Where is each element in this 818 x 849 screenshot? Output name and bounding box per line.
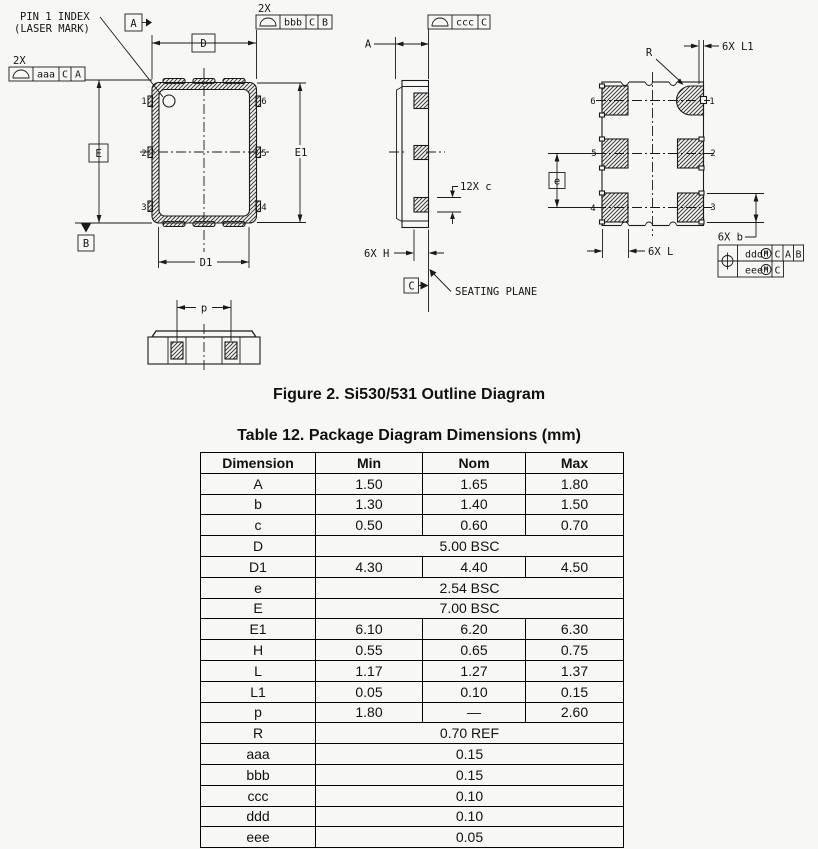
dimensions-table-body [201, 473, 624, 847]
profile-symbol-icon [432, 18, 448, 26]
table-row [201, 702, 624, 723]
dim-label: D [200, 38, 207, 50]
cell-value: 0.65 [423, 640, 526, 661]
pin-number: 3 [710, 203, 716, 213]
dim-label: e [553, 175, 561, 188]
cell-value: D [201, 536, 316, 557]
fcf-datum-ref: C [480, 17, 488, 29]
fcf-datum-ref: B [795, 249, 802, 261]
datum-a [125, 14, 152, 31]
cell-value: 0.70 [526, 515, 624, 536]
cell-value: 1.65 [423, 473, 526, 494]
pin-number: 5 [261, 149, 267, 159]
table-row [201, 785, 624, 806]
dim-label: R [645, 47, 653, 59]
pin1-index-label: PIN 1 INDEX [20, 11, 90, 23]
cell-value: 1.50 [526, 494, 624, 515]
cell-value: e [201, 577, 316, 598]
laser-mark-label: (LASER MARK) [14, 23, 90, 35]
cell-span-value: 0.10 [316, 806, 624, 827]
fcf-datum-ref: C [774, 265, 781, 277]
dim-c [437, 181, 492, 224]
dim-r [646, 47, 684, 85]
fcf-datum-ref: A [74, 69, 82, 81]
pin-number: 3 [141, 203, 147, 213]
profile-symbol-icon [13, 70, 29, 78]
cell-value: 2.60 [526, 702, 624, 723]
top-view [9, 3, 332, 269]
cell-value: eee [201, 827, 316, 848]
side-view [364, 15, 537, 312]
table-row [201, 536, 624, 557]
pin-number: 1 [709, 97, 715, 107]
fcf-datum-ref: B [321, 17, 329, 29]
bottom-view [548, 40, 804, 277]
cell-span-value: 7.00 BSC [316, 598, 624, 619]
dim-label: D1 [199, 257, 213, 269]
dim-label: 6X L1 [722, 41, 754, 53]
table-header-row [201, 453, 624, 474]
fcf-ccc [428, 15, 490, 79]
pin-number: 4 [590, 204, 596, 214]
cell-value: aaa [201, 744, 316, 765]
col-header-min: Min [316, 453, 423, 474]
cell-value: 4.30 [316, 556, 423, 577]
dim-label: E [95, 148, 102, 160]
table-row [201, 598, 624, 619]
cell-value: 4.40 [423, 556, 526, 577]
profile-symbol-icon [260, 18, 276, 26]
fcf-tolerance: ddd [744, 249, 764, 261]
pin-number: 4 [261, 203, 267, 213]
cell-value: 1.17 [316, 660, 423, 681]
cell-value: L1 [201, 681, 316, 702]
col-header-nom: Nom [423, 453, 526, 474]
cell-value: 0.60 [423, 515, 526, 536]
fcf-aaa [9, 55, 152, 81]
cell-span-value: 5.00 BSC [316, 536, 624, 557]
datum-letter: C [408, 280, 415, 293]
table-row [201, 494, 624, 515]
datum-triangle-icon [146, 19, 152, 27]
table-row [201, 723, 624, 744]
qty-label: 2X [258, 3, 271, 15]
cell-value: 1.37 [526, 660, 624, 681]
pin1-index-mark [163, 95, 175, 107]
dim-label: 12X c [460, 181, 492, 193]
dim-label: E1 [294, 147, 308, 159]
datum-letter: A [130, 18, 137, 30]
dimensions-table [200, 452, 624, 848]
position-symbol-icon [719, 253, 736, 270]
fcf-position [718, 245, 804, 277]
cell-span-value: 0.15 [316, 764, 624, 785]
outline-diagram [0, 0, 818, 380]
cell-value: 0.10 [423, 681, 526, 702]
cell-value: 6.20 [423, 619, 526, 640]
fcf-tolerance: eee [744, 265, 764, 277]
cell-span-value: 0.05 [316, 827, 624, 848]
dim-p [177, 300, 231, 341]
dim-pitch-e [548, 154, 602, 208]
mmc-letter: M [763, 265, 769, 275]
cell-value: D1 [201, 556, 316, 577]
lid-seam [397, 87, 403, 222]
table-row [201, 744, 624, 765]
seating-plane-label: SEATING PLANE [455, 286, 538, 298]
cell-span-value: 0.70 REF [316, 723, 624, 744]
table-row [201, 473, 624, 494]
table-row [201, 515, 624, 536]
table-title: Table 12. Package Diagram Dimensions (mm) [237, 427, 581, 444]
cell-value: 6.30 [526, 619, 624, 640]
cell-value: ddd [201, 806, 316, 827]
table-row [201, 764, 624, 785]
cell-value: H [201, 640, 316, 661]
dim-b [707, 194, 764, 244]
fcf-datum-ref: A [784, 249, 792, 261]
fcf-tolerance: aaa [36, 69, 56, 81]
cell-value: 0.15 [526, 681, 624, 702]
datum-triangle-icon [81, 224, 91, 233]
pin-number: 2 [710, 149, 716, 159]
cell-value: E [201, 598, 316, 619]
cell-value: A [201, 473, 316, 494]
table-row [201, 556, 624, 577]
fcf-bbb [256, 3, 332, 29]
cell-value: 4.50 [526, 556, 624, 577]
cell-value: L [201, 660, 316, 681]
qty-label: 2X [13, 55, 26, 67]
end-view [148, 300, 260, 372]
pin-number: 5 [591, 149, 597, 159]
cell-value: 1.40 [423, 494, 526, 515]
figure-caption: Figure 2. Si530/531 Outline Diagram [272, 386, 546, 403]
cell-span-value: 0.15 [316, 744, 624, 765]
cell-value: b [201, 494, 316, 515]
dim-l1 [684, 40, 754, 86]
cell-value: 1.30 [316, 494, 423, 515]
pin-number: 2 [141, 149, 147, 159]
pin-number: 1 [141, 97, 147, 107]
cell-value: 1.80 [316, 702, 423, 723]
seating-plane [404, 230, 537, 313]
cell-value: 0.05 [316, 681, 423, 702]
col-header-dimension: Dimension [201, 453, 316, 474]
table-row [201, 619, 624, 640]
fcf-tolerance: ccc [455, 17, 475, 29]
cell-value: 6.10 [316, 619, 423, 640]
mmc-letter: M [763, 249, 769, 259]
cell-span-value: 2.54 BSC [316, 577, 624, 598]
cell-value: c [201, 515, 316, 536]
dim-a [365, 37, 429, 79]
pin-number: 6 [261, 97, 267, 107]
table-row [201, 827, 624, 848]
fcf-tolerance: bbb [283, 17, 303, 29]
cell-value: bbb [201, 764, 316, 785]
pin-number: 6 [590, 97, 596, 107]
cell-value: 0.50 [316, 515, 423, 536]
cell-value: 1.27 [423, 660, 526, 681]
fcf-datum-ref: C [774, 249, 781, 261]
cell-value: 1.80 [526, 473, 624, 494]
dim-l [587, 229, 673, 258]
cell-value: ccc [201, 785, 316, 806]
cell-value: 1.50 [316, 473, 423, 494]
cell-value: 0.55 [316, 640, 423, 661]
fcf-datum-ref: C [61, 69, 69, 81]
datum-triangle-icon [421, 282, 429, 290]
cell-value: R [201, 723, 316, 744]
table-row [201, 681, 624, 702]
cell-value: p [201, 702, 316, 723]
dim-label: 6X b [717, 231, 743, 244]
dim-h [364, 230, 444, 262]
dim-label: A [364, 38, 372, 51]
cell-value: 0.75 [526, 640, 624, 661]
dim-label: 6X L [648, 246, 674, 258]
cell-value: — [423, 702, 526, 723]
cell-span-value: 0.10 [316, 785, 624, 806]
dim-label: 6X H [364, 248, 390, 260]
table-row [201, 640, 624, 661]
table-row [201, 806, 624, 827]
col-header-max: Max [526, 453, 624, 474]
fcf-datum-ref: C [308, 17, 316, 29]
datum-letter: B [82, 238, 90, 250]
table-row [201, 577, 624, 598]
dim-label: p [200, 302, 208, 315]
table-row [201, 660, 624, 681]
cell-value: E1 [201, 619, 316, 640]
